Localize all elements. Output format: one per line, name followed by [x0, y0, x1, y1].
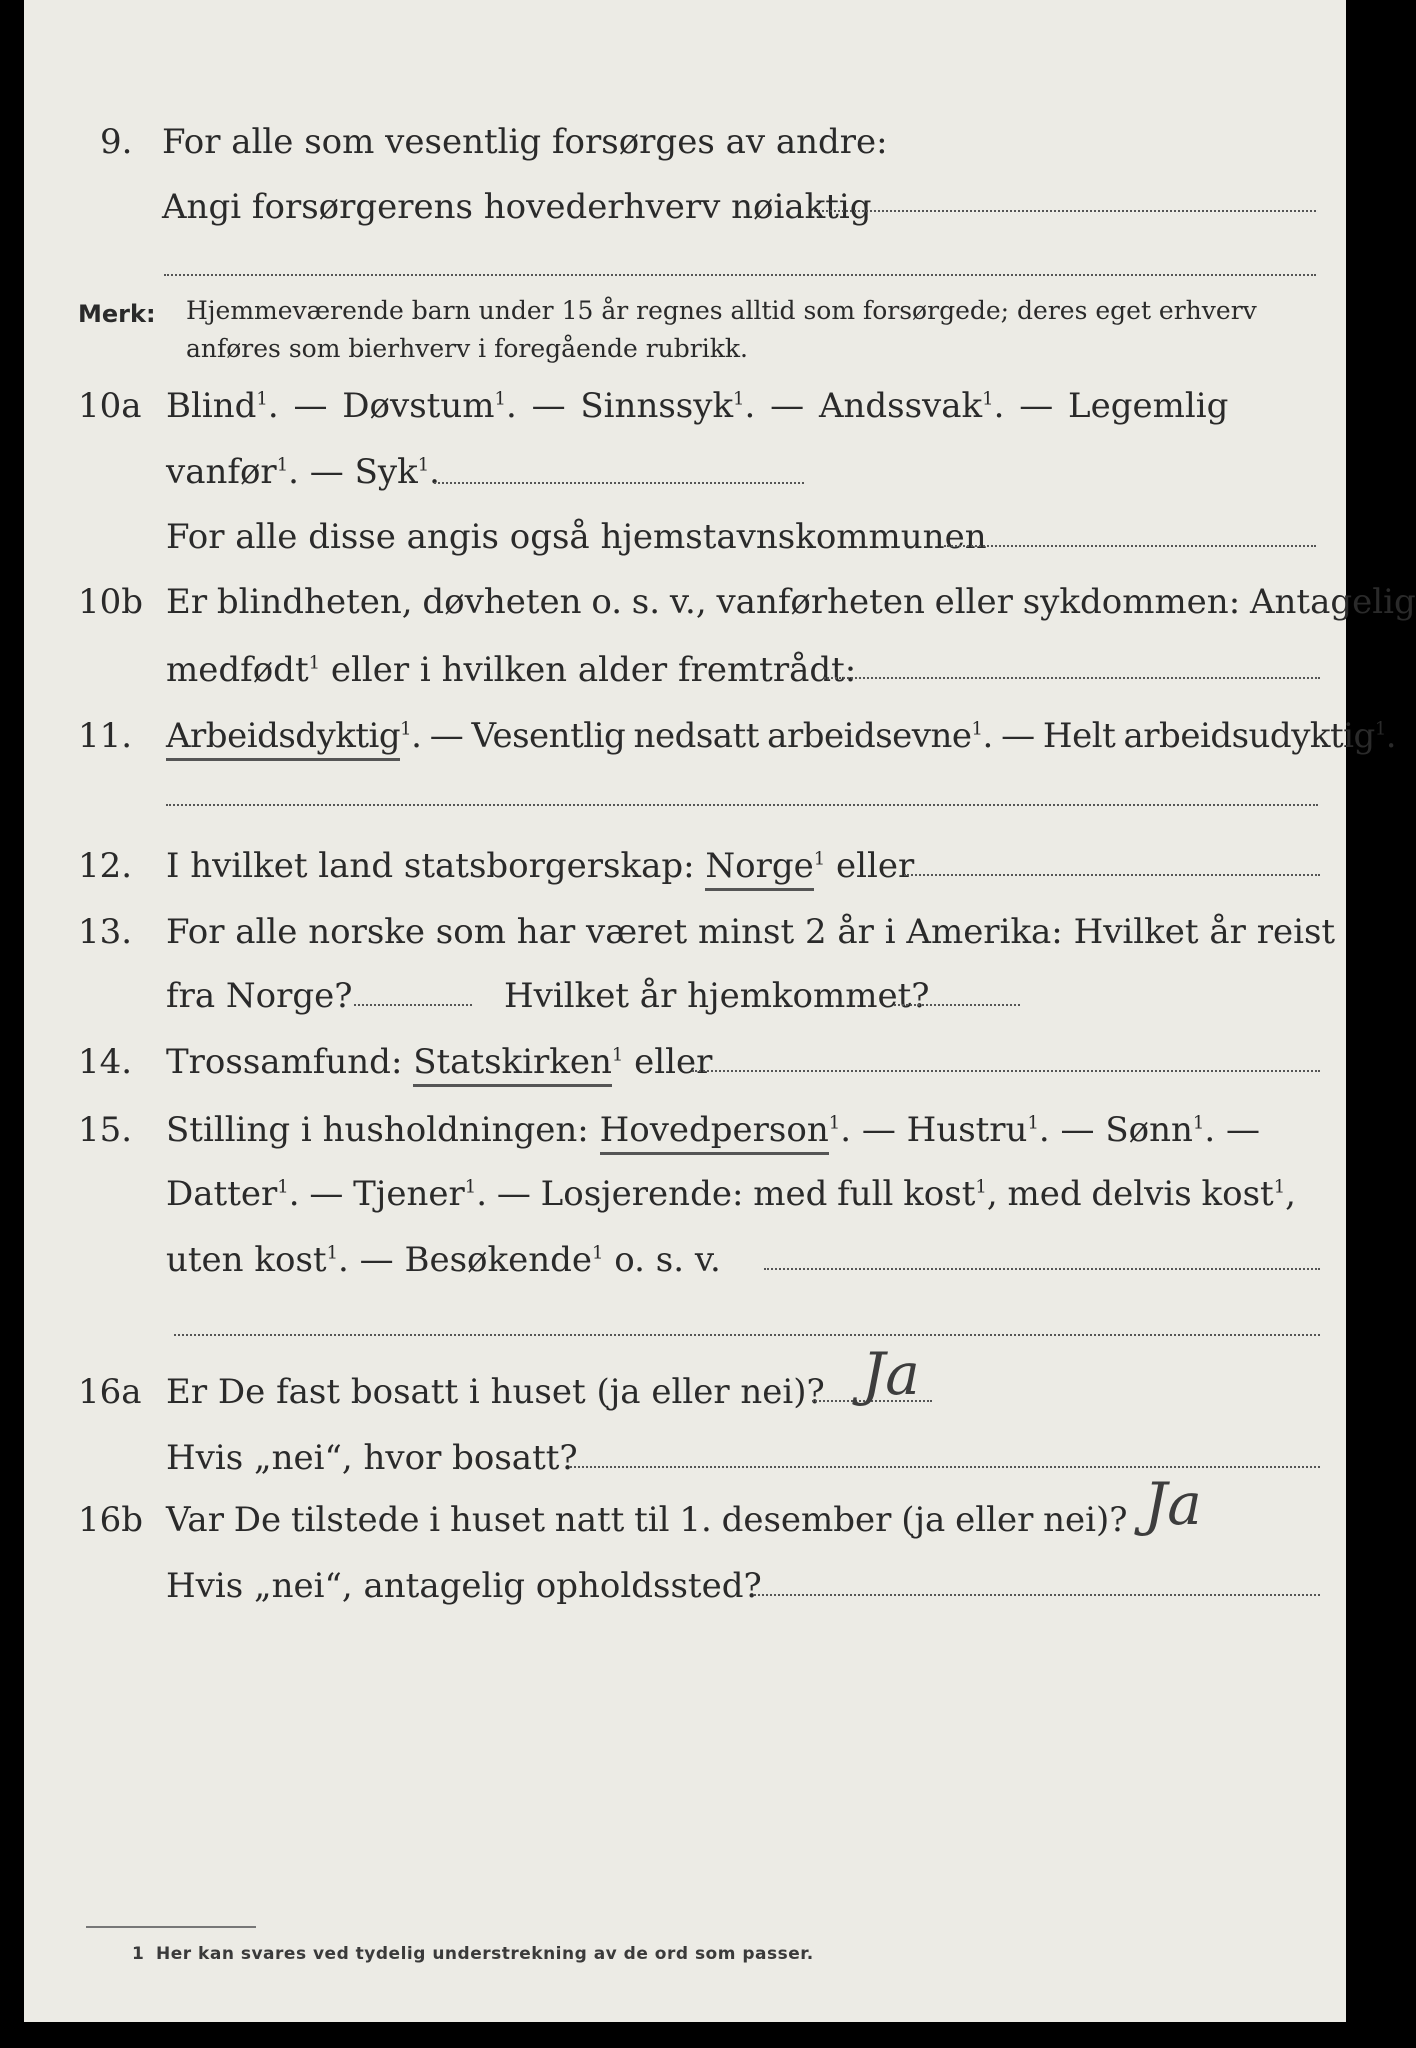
opt-syk[interactable]: Syk	[354, 452, 418, 492]
opt-sonn[interactable]: Sønn	[1105, 1110, 1193, 1150]
opt-andssvak[interactable]: Andssvak	[818, 386, 983, 426]
opt-tjener[interactable]: Tjener	[353, 1174, 465, 1214]
footnote-text: Her kan svares ved tydelig understrekning av de ord som passer.	[156, 1944, 814, 1964]
q15-line3: uten kost$^1$. — Besøkende$^1$ o. s. v.	[166, 1240, 721, 1280]
q10a-line2: vanfør$^1$. — Syk$^1$.	[166, 452, 440, 492]
merk-line2: anføres som bierhverv i foregående rubrikk.	[186, 334, 748, 363]
q10b-line1: Er blindheten, døvheten o. s. v., vanførheten eller sykdommen: Antagelig	[166, 582, 1416, 622]
q14-line: Trossamfund: Statskirken$^1$ eller	[166, 1042, 712, 1082]
footnote-rule	[86, 1926, 256, 1928]
opt-uten-kost[interactable]: uten kost	[166, 1240, 327, 1280]
opt-statskirken[interactable]: Statskirken	[413, 1042, 612, 1087]
q13-line1: For alle norske som har været minst 2 år i Amerika: Hvilket år reist	[166, 912, 1336, 952]
q9-line2: Angi forsørgerens hovederhverv nøiaktig	[162, 187, 872, 227]
footnote-marker: 1	[132, 1944, 145, 1964]
q15-answer-line-2[interactable]	[174, 1334, 1320, 1336]
q14-answer-line[interactable]	[692, 1070, 1320, 1072]
q10a-answer-line[interactable]	[434, 482, 804, 484]
q10a-line1: Blind$^1$. — Døvstum$^1$. — Sinnssyk$^1$. — Andssvak$^1$. — Legemlig	[166, 386, 1229, 426]
q15-number: 15.	[78, 1110, 133, 1150]
opt-full-kost[interactable]: med full kost	[753, 1174, 976, 1214]
q14-number: 14.	[78, 1042, 133, 1082]
opt-vanfor[interactable]: vanfør	[166, 452, 277, 492]
q9-number: 9.	[100, 122, 133, 162]
opt-arbeidsdyktig[interactable]: Arbeidsdyktig	[166, 716, 400, 761]
q9-answer-line[interactable]	[814, 210, 1316, 212]
q16a-handwritten-answer[interactable]: Ja	[862, 1340, 920, 1408]
opt-hustru[interactable]: Hustru	[906, 1110, 1028, 1150]
q10a-line3: For alle disse angis også hjemstavnskommunen	[166, 517, 987, 557]
q16b-number: 16b	[78, 1500, 144, 1540]
q13-reist-line[interactable]	[354, 1004, 472, 1006]
q16a-question: Er De fast bosatt i huset (ja eller nei)?	[166, 1372, 825, 1412]
q13-number: 13.	[78, 912, 133, 952]
q15-answer-line[interactable]	[764, 1268, 1320, 1270]
q10b-line2: medfødt$^1$ eller i hvilken alder fremtrådt:	[166, 650, 857, 690]
opt-udyktig[interactable]: Helt arbeidsudyktig	[1042, 716, 1375, 756]
opt-medfodt[interactable]: medfødt	[166, 650, 309, 690]
q11-answer-line[interactable]	[166, 804, 1318, 806]
q16a-hvis-line[interactable]	[570, 1466, 1320, 1468]
q10b-number: 10b	[78, 582, 144, 622]
opt-nedsatt[interactable]: Vesentlig nedsatt arbeidsevne	[471, 716, 972, 756]
opt-dovstum[interactable]: Døvstum	[342, 386, 495, 426]
q16b-handwritten-answer[interactable]: Ja	[1144, 1470, 1202, 1538]
opt-norge[interactable]: Norge	[705, 846, 813, 891]
q16b-hvis: Hvis „nei“, antagelig opholdssted?	[166, 1566, 762, 1606]
q16a-number: 16a	[78, 1372, 142, 1412]
opt-delvis-kost[interactable]: med delvis kost	[1007, 1174, 1274, 1214]
q13-fra-label: fra Norge?	[166, 976, 353, 1016]
q12-number: 12.	[78, 846, 133, 886]
q15-line2: Datter$^1$. — Tjener$^1$. — Losjerende: med full kost$^1$, med delvis kost$^1$,	[166, 1174, 1296, 1214]
q15-line1: Stilling i husholdningen: Hovedperson$^1$. — Hustru$^1$. — Sønn$^1$. —	[166, 1110, 1260, 1150]
opt-hovedperson[interactable]: Hovedperson	[600, 1110, 829, 1155]
opt-sinnssyk[interactable]: Sinnssyk	[580, 386, 734, 426]
q9-line1: For alle som vesentlig forsørges av andre:	[162, 122, 888, 162]
q16b-question: Var De tilstede i huset natt til 1. desember (ja eller nei)?	[166, 1500, 1128, 1540]
q11-number: 11.	[78, 716, 133, 756]
opt-blind[interactable]: Blind	[166, 386, 257, 426]
q13-hjemkommet-label: Hvilket år hjemkommet?	[504, 976, 930, 1016]
q10a-number: 10a	[78, 386, 142, 426]
opt-datter[interactable]: Datter	[166, 1174, 278, 1214]
q12-line: I hvilket land statsborgerskap: Norge$^1$ eller	[166, 846, 914, 886]
opt-legemlig[interactable]: Legemlig	[1068, 386, 1229, 426]
q10a-hjemstavn-line[interactable]	[944, 545, 1316, 547]
q10b-answer-line[interactable]	[824, 677, 1320, 679]
census-form-page	[24, 0, 1416, 2022]
merk-label: Merk:	[78, 300, 156, 328]
q11-line: Arbeidsdyktig$^1$. — Vesentlig nedsatt arbeidsevne$^1$. — Helt arbeidsudyktig$^1$.	[166, 716, 1396, 756]
merk-line1: Hjemmeværende barn under 15 år regnes alltid som forsørgede; deres eget erhverv	[186, 296, 1257, 325]
q16a-hvis: Hvis „nei“, hvor bosatt?	[166, 1438, 578, 1478]
q16b-hvis-line[interactable]	[754, 1594, 1320, 1596]
q13-hjemkommet-line[interactable]	[894, 1004, 1020, 1006]
opt-besokende[interactable]: Besøkende	[404, 1240, 592, 1280]
q9-answer-line-2[interactable]	[164, 274, 1316, 276]
q12-answer-line[interactable]	[904, 874, 1320, 876]
